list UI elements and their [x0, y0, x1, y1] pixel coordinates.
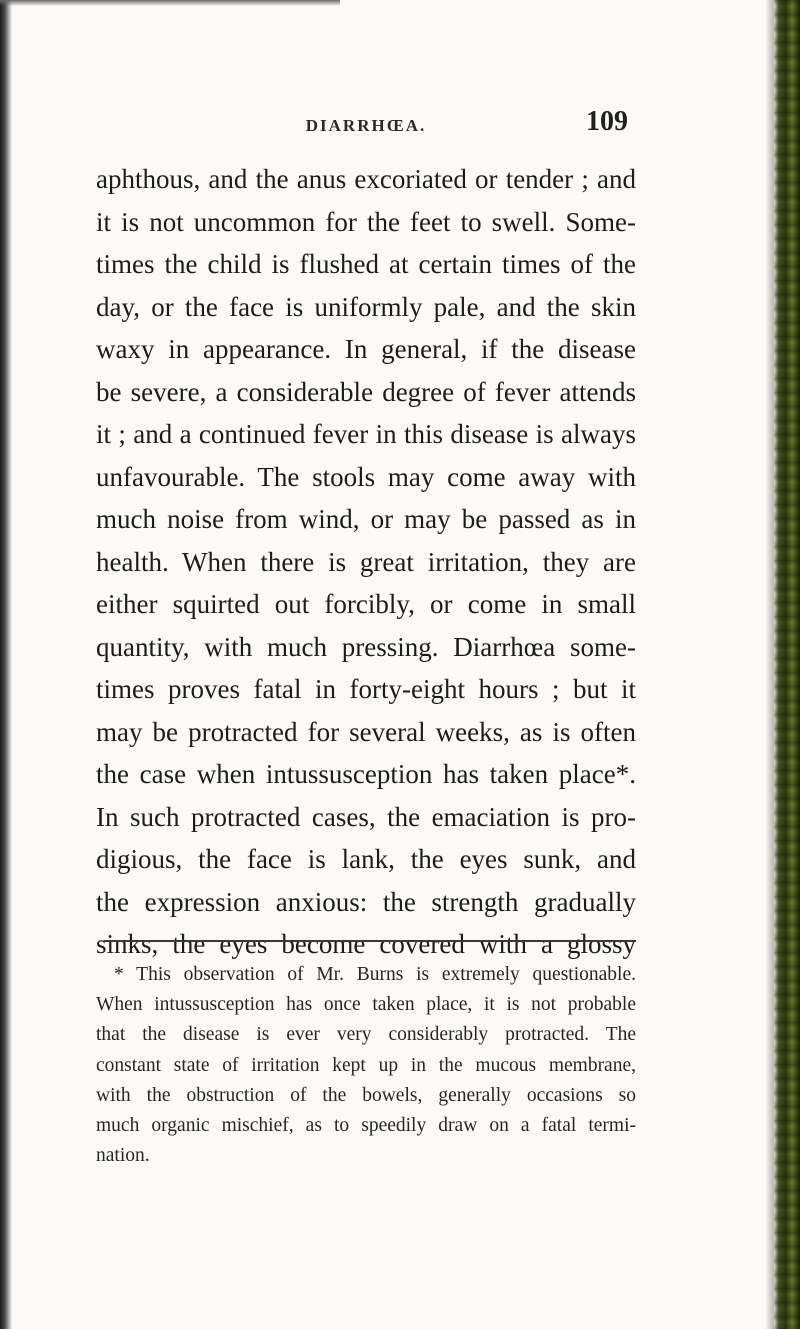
text-line: times proves fatal in forty-eight hours ; but it — [96, 674, 636, 704]
footnote-line: * This observation of Mr. Burns is extremely questionable. — [114, 964, 636, 985]
text-line: the case when intussusception has taken place*. — [96, 759, 636, 789]
text-line: be severe, a considerable degree of fever attends — [96, 376, 636, 407]
running-head-title: DIARRHŒA. — [305, 116, 427, 135]
footnote-line: nation. — [96, 1145, 150, 1167]
text-line: the expression anxious: the strength gradually — [96, 886, 636, 917]
footnote-line: with the obstruction of the bowels, generally occasions so — [96, 1084, 636, 1106]
text-line: it ; and a continued fever in this disease is always — [96, 419, 636, 449]
text-line: waxy in appearance. In general, if the disease — [96, 334, 636, 364]
text-line: times the child is flushed at certain times of the — [96, 249, 636, 279]
footnote-line: much organic mischief, as to speedily draw on a fatal termi- — [96, 1114, 636, 1136]
text-line: health. When there is great irritation, they are — [96, 546, 636, 577]
footnote — [96, 960, 636, 1171]
scan-shadow-top — [0, 0, 340, 6]
footnote-divider — [104, 940, 636, 942]
text-line: may be protracted for several weeks, as is often — [96, 716, 636, 747]
footnote-line: When intussusception has once taken place, it is not probable — [96, 994, 636, 1016]
body-text — [96, 158, 636, 966]
book-binding-edge — [774, 0, 800, 1329]
text-line: either squirted out forcibly, or come in small — [96, 589, 636, 619]
text-line: unfavourable. The stools may come away with — [96, 461, 636, 492]
text-line: sinks, the eyes become covered with a glossy — [96, 929, 636, 959]
text-line: digious, the face is lank, the eyes sunk, and — [96, 844, 636, 874]
text-line: quantity, with much pressing. Diarrhœa some- — [96, 631, 636, 662]
footnote-line: constant state of irritation kept up in the mucous membrane, — [96, 1054, 636, 1076]
running-head — [96, 106, 636, 146]
text-line: In such protracted cases, the emaciation is pro- — [96, 801, 636, 832]
text-line: much noise from wind, or may be passed as in — [96, 504, 636, 534]
text-line: day, or the face is uniformly pale, and the skin — [96, 291, 636, 322]
text-line: it is not uncommon for the feet to swell. Some- — [96, 206, 636, 237]
page-gutter — [766, 0, 774, 1329]
scan-edge-left — [0, 0, 12, 1329]
text-line: aphthous, and the anus excoriated or tender ; and — [96, 164, 636, 194]
page-number: 109 — [586, 106, 628, 137]
footnote-line: that the disease is ever very considerably protracted. The — [96, 1024, 636, 1046]
